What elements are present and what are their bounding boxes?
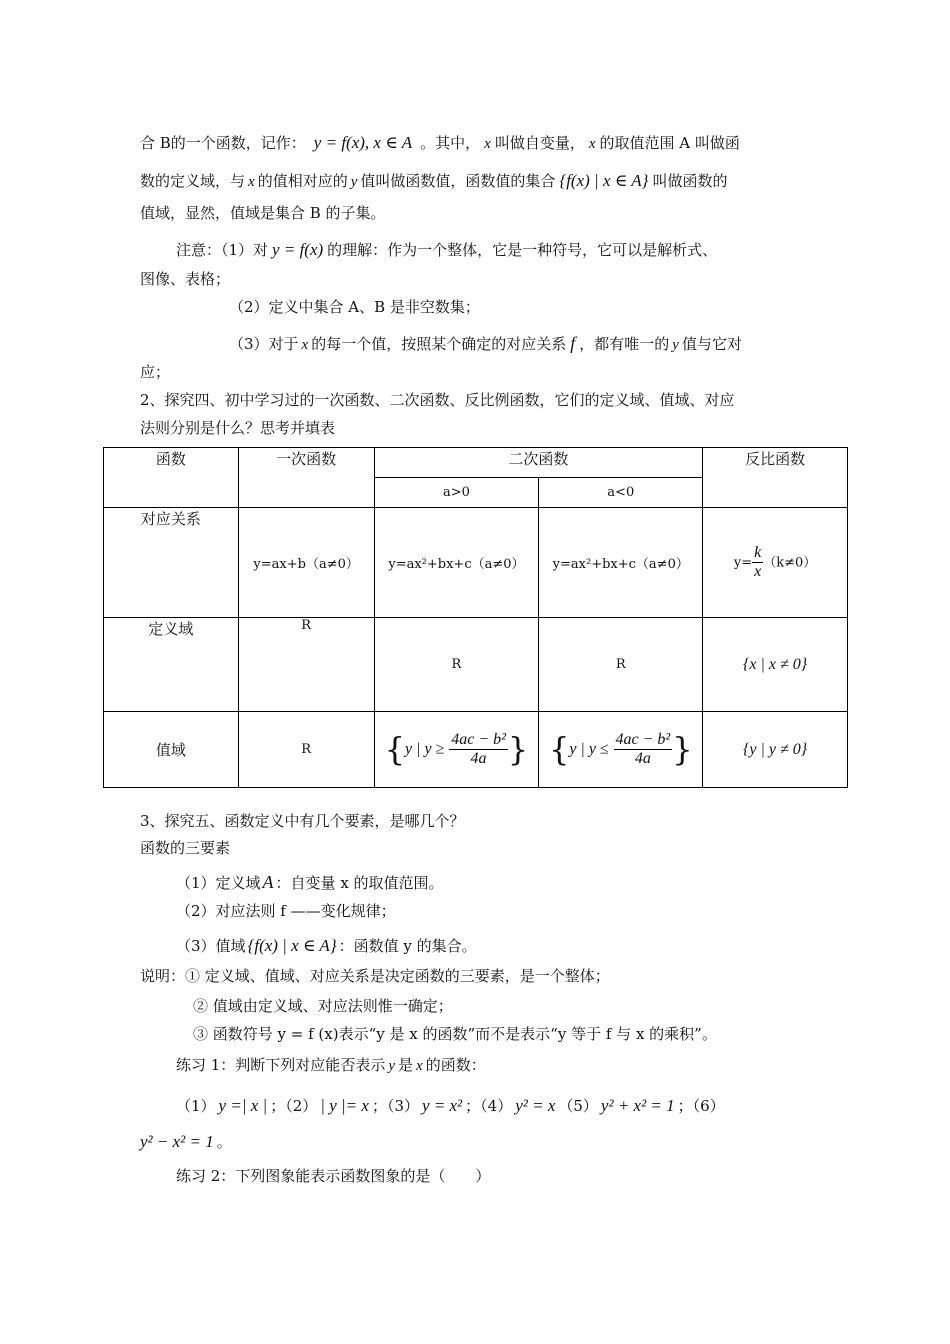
left-brace-icon: { (548, 730, 570, 769)
element-2: （2）对应法则 f ——变化规律； (176, 902, 396, 920)
map-quad-negative-formula: y=ax²+bx+c（a≠0） (552, 557, 689, 572)
intro-line-1 (140, 133, 740, 154)
math-item-3: y = x² (421, 1096, 463, 1115)
note-3-cont: 应； (140, 363, 171, 381)
map-inverse-y: y= (733, 555, 753, 571)
math-function-notation: y = f(x), x ∈ A (313, 133, 413, 152)
header-quad-a-positive: a>0 (374, 478, 539, 508)
map-quad-negative (539, 508, 703, 618)
math-y: y (350, 174, 358, 190)
practice-1-items (176, 1096, 725, 1116)
text: ；（4） (465, 1097, 513, 1115)
explanation-2: ③ 函数符号 y = f (x)表示“y 是 x 的函数”而不是表示“y 等于 f 与 x 的乘积”。 (193, 1025, 717, 1043)
text: 值与它对 (681, 335, 742, 353)
explore5-title: 函数的三要素 (140, 839, 231, 857)
text: （1）定义域 (176, 874, 261, 892)
map-quad-positive-formula: y=ax²+bx+c（a≠0） (388, 557, 525, 572)
math-x: x (588, 136, 596, 152)
right-brace-icon: } (507, 730, 529, 769)
header-linear: 一次函数 (238, 448, 374, 508)
map-linear-formula: y=ax+b（a≠0） (253, 557, 359, 572)
text: 的函数： (425, 1056, 486, 1074)
range-quad-positive-condition: y | y ≥ (405, 740, 445, 758)
header-inverse: 反比函数 (703, 448, 848, 508)
math-y: y (388, 1058, 395, 1074)
text: 的取值范围 A 叫做函 (599, 134, 740, 152)
explanation-1: ② 值域由定义域、对应法则惟一确定； (193, 997, 453, 1015)
practice-1-prompt (176, 1055, 486, 1076)
range-linear: R (238, 712, 374, 788)
intro-line-2 (140, 171, 727, 192)
header-quad-a-negative: a<0 (539, 478, 703, 508)
domain-quad-negative: R (539, 618, 703, 712)
map-inverse-fraction (752, 544, 763, 581)
text: ：自变量 x 的取值范围。 (275, 874, 444, 892)
math-item-1: y =| x | (218, 1096, 268, 1115)
text: 的值相对应的 (257, 172, 348, 190)
left-brace-icon: { (384, 730, 406, 769)
text: （1） (176, 1097, 216, 1115)
fraction-denominator: x (754, 563, 762, 580)
text: 值叫做函数值，函数值的集合 (360, 172, 556, 190)
math-range-set: {f(x) | x ∈ A} (559, 171, 649, 190)
math-x: x (301, 337, 309, 353)
row-label-mapping: 对应关系 (104, 508, 239, 618)
intro-line-3: 值域，显然，值域是集合 B 的子集。 (140, 204, 386, 222)
explanation-0: 说明：① 定义域、值域、对应关系是决定函数的三要素，是一个整体； (140, 967, 610, 985)
header-quadratic: 二次函数 (374, 448, 703, 478)
text: 。 (216, 1133, 232, 1151)
practice-2: 练习 2：下列图象能表示函数图象的是（ ） (176, 1167, 491, 1185)
math-y-fx: y = f(x) (272, 240, 324, 259)
math-A: A (262, 872, 274, 892)
range-fraction (614, 731, 673, 768)
note-1 (176, 240, 717, 260)
text: 。其中， (420, 134, 481, 152)
fraction-denominator: 4a (634, 750, 651, 767)
text: （5） (558, 1097, 598, 1115)
range-inverse: {y | y ≠ 0} (703, 712, 848, 788)
header-function: 函数 (104, 448, 239, 508)
text: 数的定义域，与 (140, 172, 246, 190)
element-3 (176, 936, 477, 956)
note-3 (229, 333, 742, 355)
math-y: y (672, 337, 679, 353)
text: 的理解：作为一个整体，它是一种符号，它可以是解析式、 (327, 241, 718, 259)
math-item-4: y² = x (515, 1096, 556, 1115)
text: 的每一个值，按照某个确定的对应关系 (311, 335, 567, 353)
element-1 (176, 872, 444, 893)
text: 练习 1：判断下列对应能否表示 (176, 1056, 386, 1074)
domain-linear: R (238, 618, 374, 712)
note-1-cont: 图像、表格； (140, 270, 231, 288)
domain-inverse: {x | x ≠ 0} (703, 618, 848, 712)
map-linear (238, 508, 374, 618)
fraction-denominator: 4a (470, 750, 487, 767)
range-quad-positive (374, 712, 539, 788)
text: ；（3） (371, 1097, 419, 1115)
explore4-line-2: 法则分别是什么？思考并填表 (140, 419, 336, 437)
domain-quad-positive: R (374, 618, 539, 712)
fraction-numerator: 4ac − b² (615, 731, 671, 748)
text: 是 (398, 1056, 414, 1074)
range-quad-negative (539, 712, 703, 788)
note-2: （2）定义中集合 A、B 是非空数集； (229, 298, 480, 316)
explore5-question: 3、探究五、函数定义中有几个要素，是哪几个？ (140, 812, 465, 830)
row-label-domain: 定义域 (104, 618, 239, 712)
explore4-line-1: 2、探究四、初中学习过的一次函数、二次函数、反比例函数，它们的定义域、值域、对应 (140, 391, 735, 409)
text: ；（6） (677, 1097, 725, 1115)
range-quad-negative-condition: y | y ≤ (569, 740, 609, 758)
map-inverse (703, 508, 848, 618)
math-item-6: y² − x² = 1 (140, 1132, 214, 1151)
range-fraction (449, 731, 508, 768)
math-range-set: {f(x) | x ∈ A} (247, 936, 337, 955)
functions-table (103, 447, 848, 788)
text: （3）对于 (229, 335, 299, 353)
row-label-range: 值域 (104, 712, 239, 788)
math-item-2: | y |= x (320, 1096, 369, 1115)
math-item-5: y² + x² = 1 (600, 1096, 675, 1115)
fraction-numerator: 4ac − b² (451, 731, 506, 748)
practice-1-item-6 (140, 1132, 232, 1152)
right-brace-icon: } (672, 730, 693, 769)
fraction-numerator: k (754, 544, 762, 561)
math-f: f (570, 333, 576, 353)
map-inverse-condition: （k≠0） (763, 555, 817, 571)
text: ：函数值 y 的集合。 (338, 937, 477, 955)
text: ；（2） (270, 1097, 318, 1115)
text: 合 B的一个函数，记作： (140, 134, 306, 152)
text: ，都有唯一的 (579, 335, 670, 353)
math-x: x (248, 174, 255, 190)
map-quad-positive (374, 508, 539, 618)
math-x: x (484, 136, 491, 152)
text: （3）值域 (176, 937, 246, 955)
text: 叫做函数的 (652, 172, 728, 190)
text: 注意：（1）对 (176, 241, 269, 259)
math-x: x (416, 1058, 423, 1074)
text: 叫做自变量， (494, 134, 585, 152)
